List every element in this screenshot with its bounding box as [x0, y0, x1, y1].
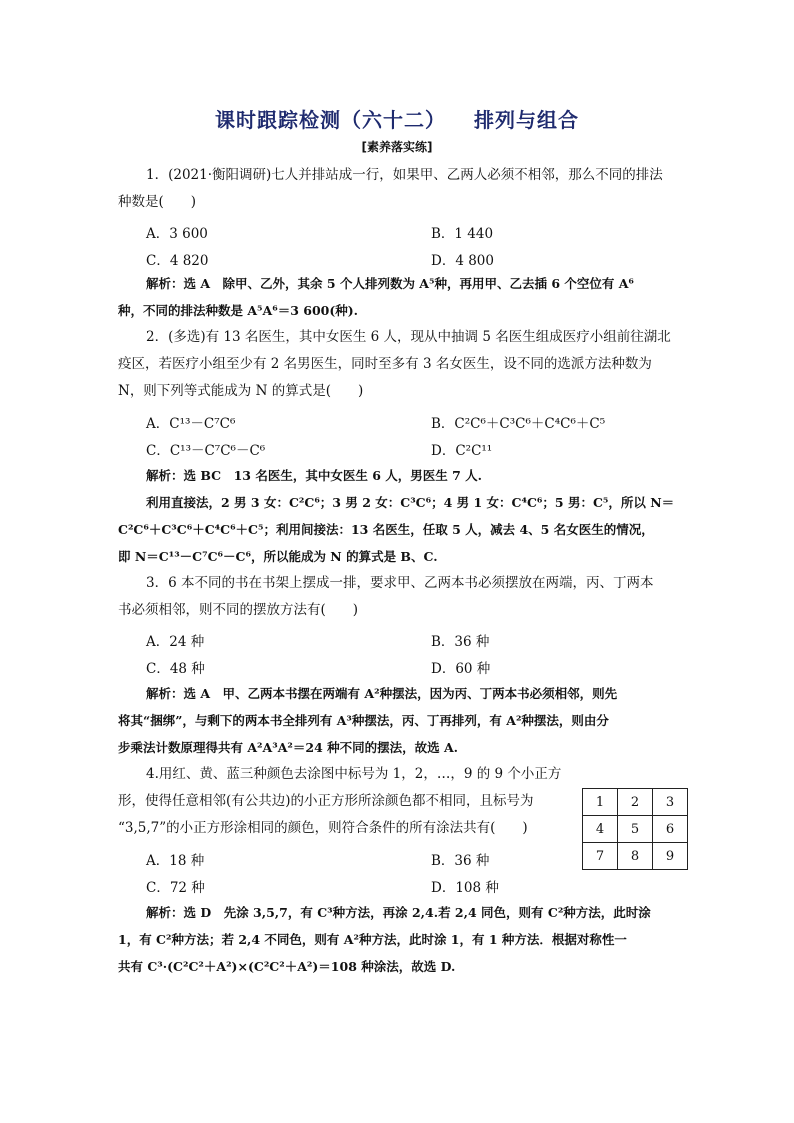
q4-solution-line2: 1，有 C²种方法；若 2,4 不同色，则有 A²种方法，此时涂 1，有 1 种方法．根据对称性一 [118, 932, 627, 947]
q4-solution-line1: 解析：选 D 先涂 3,5,7，有 C³种方法，再涂 2,4.若 2,4 同色，则有 C²种方法，此时涂 [146, 905, 651, 920]
q1-option-d: D．4 800 [431, 253, 494, 269]
q1-option-c: C．4 820 [146, 253, 209, 269]
q4-solution-line3: 共有 C³·(C²C²＋A²)×(C²C²＋A²)＝108 种涂法，故选 D. [118, 959, 456, 974]
grid-cell: 8 [618, 843, 653, 870]
q4-option-d: D．108 种 [431, 880, 499, 896]
q4-option-b: B．36 种 [431, 853, 490, 869]
q2-option-c: C．C¹³－C⁷C⁶－C⁶ [146, 443, 266, 459]
grid-row [583, 843, 688, 870]
q3-option-c: C．48 种 [146, 661, 205, 677]
q1-line1: 1．(2021·衡阳调研)七人并排站成一行，如果甲、乙两人必须不相邻，那么不同的排法 [146, 167, 663, 183]
number-grid [582, 788, 688, 870]
q3-line2: 书必须相邻，则不同的摆放方法有( ) [118, 602, 359, 618]
grid-cell: 1 [583, 789, 618, 816]
grid-cell: 7 [583, 843, 618, 870]
grid-cell: 3 [653, 789, 688, 816]
q2-solution-line2: 利用直接法，2 男 3 女：C²C⁶；3 男 2 女：C³C⁶；4 男 1 女：C⁴C⁶；5 男：C⁵，所以 N＝ [146, 495, 675, 510]
grid-row [583, 789, 688, 816]
q2-line3: N，则下列等式能成为 N 的算式是( ) [118, 383, 364, 399]
q4-line1: 4.用红、黄、蓝三种颜色去涂图中标号为 1，2，…，9 的 9 个小正方 [146, 766, 562, 782]
q1-stem [118, 162, 678, 189]
q2-option-d: D．C²C¹¹ [431, 443, 493, 459]
title-main: 课时跟踪检测（六十二） [215, 108, 446, 132]
q4-line3: “3,5,7”的小正方形涂相同的颜色，则符合条件的所有涂法共有( ) [118, 820, 528, 836]
q1-solution-line1: 解析：选 A 除甲、乙外，其余 5 个人排列数为 A⁵种，再用甲、乙去插 6 个空位有 A⁶ [146, 276, 634, 291]
q1-line2: 种数是( ) [118, 194, 197, 210]
section-label: [素养落实练] [361, 140, 433, 154]
grid-cell: 6 [653, 816, 688, 843]
q4-option-c: C．72 种 [146, 880, 205, 896]
grid-cell: 5 [618, 816, 653, 843]
page-title [0, 104, 794, 133]
q2-solution-line3: C²C⁶＋C³C⁶＋C⁴C⁶＋C⁵；利用间接法：13 名医生，任取 5 人，减去 4、5 名女医生的情况， [118, 522, 654, 537]
q4-line2: 形，使得任意相邻(有公共边)的小正方形所涂颜色都不相同，且标号为 [118, 793, 534, 809]
q2-solution-line4: 即 N＝C¹³－C⁷C⁶－C⁶，所以能成为 N 的算式是 B、C. [118, 549, 438, 564]
q4-option-a: A．18 种 [146, 853, 205, 869]
grid-cell: 9 [653, 843, 688, 870]
q3-solution-line3: 步乘法计数原理得共有 A²A³A²＝24 种不同的摆法，故选 A. [118, 740, 459, 755]
q2-option-a: A．C¹³－C⁷C⁶ [146, 416, 236, 432]
q2-option-b: B．C²C⁶＋C³C⁶＋C⁴C⁶＋C⁵ [431, 416, 606, 432]
q3-option-d: D．60 种 [431, 661, 491, 677]
q1-option-a: A．3 600 [146, 226, 208, 242]
q3-solution-line1: 解析：选 A 甲、乙两本书摆在两端有 A²种摆法，因为丙、丁两本书必须相邻，则先 [146, 686, 618, 701]
q1-option-b: B．1 440 [431, 226, 494, 242]
q2-line1: 2．(多选)有 13 名医生，其中女医生 6 人，现从中抽调 5 名医生组成医疗小组前往湖北 [146, 329, 671, 345]
grid-row [583, 816, 688, 843]
grid-cell: 2 [618, 789, 653, 816]
q3-solution-line2: 将其“捆绑”，与剩下的两本书全排列有 A³种摆法，丙、丁再排列，有 A²种摆法，则由分 [118, 713, 609, 728]
grid-cell: 4 [583, 816, 618, 843]
q1-solution-line2: 种，不同的排法种数是 A⁵A⁶＝3 600(种). [118, 303, 359, 318]
q2-line2: 疫区，若医疗小组至少有 2 名男医生，同时至多有 3 名女医生，设不同的选派方法种数为 [118, 356, 652, 372]
q2-solution-line1: 解析：选 BC 13 名医生，其中女医生 6 人，男医生 7 人. [146, 468, 482, 483]
title-topic: 排列与组合 [474, 108, 579, 132]
q3-option-a: A．24 种 [146, 634, 205, 650]
q3-line1: 3．6 本不同的书在书架上摆成一排，要求甲、乙两本书必须摆放在两端，丙、丁两本 [146, 575, 654, 591]
q3-option-b: B．36 种 [431, 634, 490, 650]
